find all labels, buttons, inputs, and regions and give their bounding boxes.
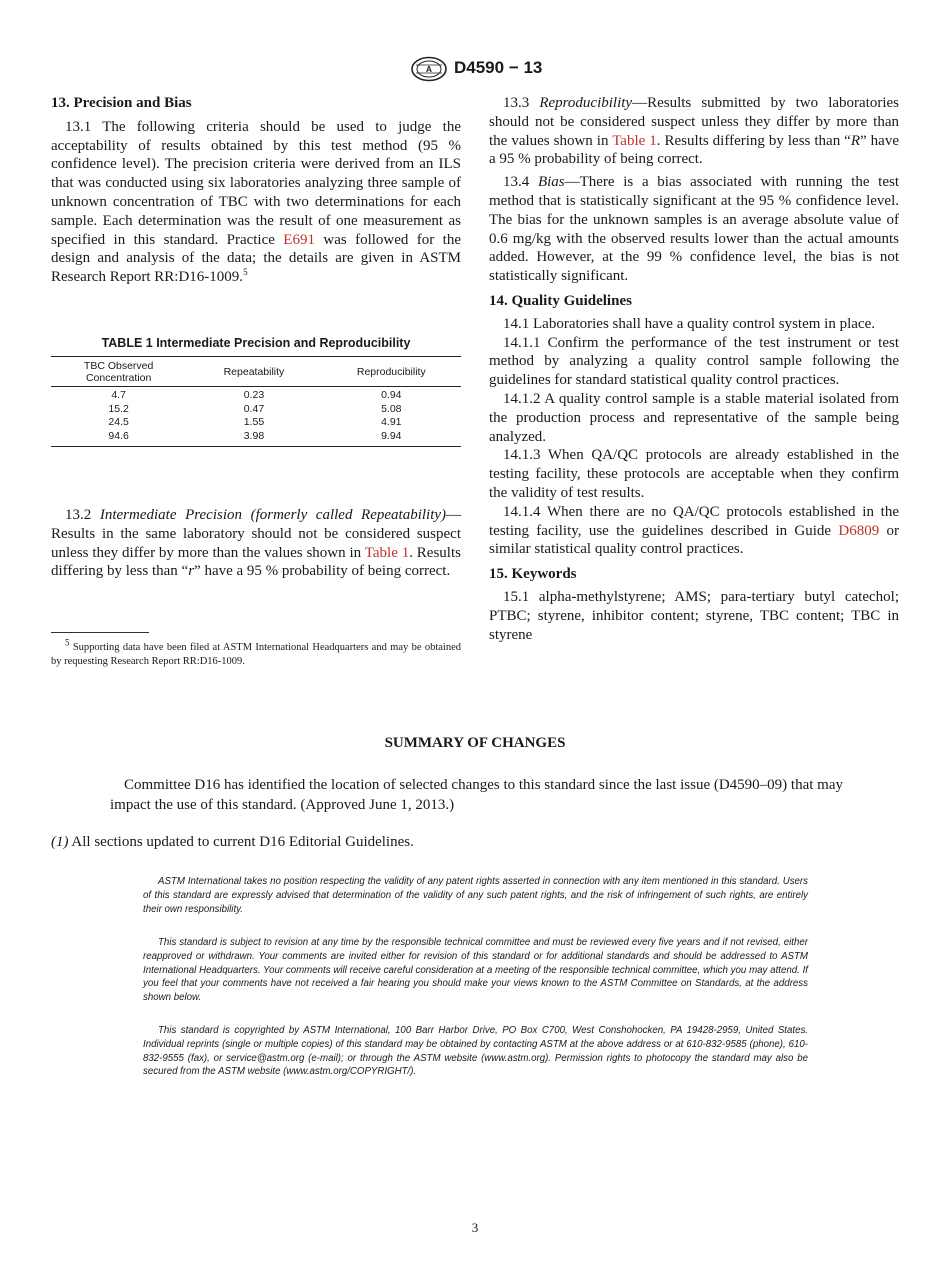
e691-link[interactable]: E691 [283, 231, 315, 248]
astm-logo-icon [410, 56, 448, 82]
patent-notice: ASTM International takes no position respecting the validity of any patent rights asserted in connection with any item mentioned in this standard. Users of this standard are expressly advised that determination of the validity of any such patent rights, and the risk of infringement of such rights, are entirely their own responsibility. [143, 876, 808, 915]
table-1-title: TABLE 1 Intermediate Precision and Reproducibility [101, 336, 411, 350]
change-item: (1) All sections updated to current D16 Editorial Guidelines. [51, 834, 414, 850]
section-15-heading: 15. Keywords [489, 566, 577, 583]
paragraph-14-1-3: 14.1.3 When QA/QC protocols are already established in the testing facility, these protocols are acceptable when they confirm the validity of test results. [489, 447, 899, 501]
page-header [0, 56, 950, 82]
paragraph-14-1-4: 14.1.4 When there are no QA/QC protocols established in the testing facility, use the guidelines described in Guide D6809 or similar statistical quality control practices. [489, 503, 900, 558]
left-column-bottom [51, 506, 461, 581]
table-row: 94.6 3.98 9.94 [108, 429, 402, 442]
summary-of-changes-body: Committee D16 has identified the location of selected changes to this standard since the last issue (D4590–09) that may impact the use of this standard. (Approved June 1, 2013.) [110, 777, 843, 813]
col-header-reproducibility: Reproducibility [322, 357, 461, 387]
table-row: 4.7 0.23 0.94 [111, 389, 402, 401]
footnote-divider [51, 632, 149, 633]
table-row: 24.5 1.55 4.91 [108, 416, 402, 428]
section-13-heading: 13. Precision and Bias [51, 95, 192, 111]
footnote-ref[interactable]: 5 [243, 267, 248, 278]
footnote-5: $^5$ Supporting data have been filed at ASTM International Headquarters and may be obtained by requesting Research Report RR:D16-1009. [51, 637, 461, 667]
paragraph-14-1-2: 14.1.2 A quality control sample is a stable material isolated from the production process and representative of the sample being analyzed. [489, 390, 899, 445]
table-1-link[interactable]: Table 1 [612, 132, 657, 149]
revision-notice: This standard is subject to revision at any time by the responsible technical committee and must be reviewed every five years and if not revised, either reapproved or withdrawn. Your comments are invited either for revision of this standard or for additional standards and should be addressed to ASTM International Headquarters. Your comments will receive careful consideration at a meeting of the responsible technical committee, which you may attend. If you feel that your comments have not received a fair hearing you should make your views known to the ASTM Committee on Standards, at the address shown below. [143, 937, 808, 1004]
right-column [489, 94, 899, 644]
col-header-repeatability: Repeatability [186, 357, 321, 387]
copyright-notice: This standard is copyrighted by ASTM International, 100 Barr Harbor Drive, PO Box C700, West Conshohocken, PA 19428-2959, United States. Individual reprints (single or multiple copies) of this standard may be obtained by contacting ASTM at the above address or at 610-832-9585 (phone), 610-832-9555 (fax), or service@astm.org (e-mail); or through the ASTM website (www.astm.org). Permission rights to photocopy the standard may also be secured from the ASTM website (www.astm.org/COPYRIGHT/). [143, 1025, 808, 1078]
col-header-concentration: TBC Observed Concentration [51, 357, 186, 387]
paragraph-13-1: 13.1 The following criteria should be used to judge the acceptability of results obtained by this test method (95 % confidence level). The precision criteria were derived from an ILS that was conducted using six laboratories analyzing three sample of unknown concentration of TBC with two determinations for each sample. Each determination was the result of one measurement as specified in this standard. Practice E691 was followed for the design and analysis of the data; the details are given in ASTM Research Report RR:D16-1009.$^5$ [51, 118, 461, 286]
section-14-heading: 14. Quality Guidelines [489, 292, 632, 309]
paragraph-14-1-1: 14.1.1 Confirm the performance of the test instrument or test method by analyzing a quality control sample following the guidelines for standard statistical quality control practices. [489, 334, 899, 389]
summary-of-changes-title: SUMMARY OF CHANGES [384, 735, 566, 751]
table-1 [51, 336, 461, 447]
svg-text:A: A [425, 64, 433, 74]
document-id: D4590 − 13 [454, 58, 543, 77]
paragraph-13-2: 13.2 Intermediate Precision (formerly called Repeatability)—Results in the same laboratory should not be considered suspect unless they differ by more than the values shown in Table 1. Results differing by less than “r” have a 95 % probability of being correct. [51, 507, 462, 580]
d6809-link[interactable]: D6809 [838, 522, 880, 539]
table-1-link[interactable]: Table 1 [364, 544, 410, 561]
table-header-row [51, 357, 461, 387]
page-number: 3 [471, 1220, 479, 1235]
paragraph-13-3: 13.3 Reproducibility—Results submitted by two laboratories should not be considered suspect unless they differ by more than the values shown in Table 1. Results differing by less than “R” have a 95 % probability of being correct. [489, 95, 900, 168]
precision-table [51, 356, 461, 447]
paragraph-14-1: 14.1 Laboratories shall have a quality control system in place. [503, 315, 875, 332]
paragraph-13-4: 13.4 Bias—There is a bias associated with running the test method that is statistically significant at the 95 % confidence level. The bias for the unknown samples is an average absolute value of 0.6 mg/kg with the observed results lower than the actual amounts added. However, at the 99 % confidence level, the bias is not statistically significant. [489, 174, 899, 285]
left-column-top [51, 94, 461, 287]
table-row: 15.2 0.47 5.08 [108, 402, 402, 415]
paragraph-15-1: 15.1 alpha-methylstyrene; AMS; para-tertiary butyl catechol; PTBC; styrene, inhibitor content; styrene, TBC content; TBC in styrene [489, 588, 899, 643]
